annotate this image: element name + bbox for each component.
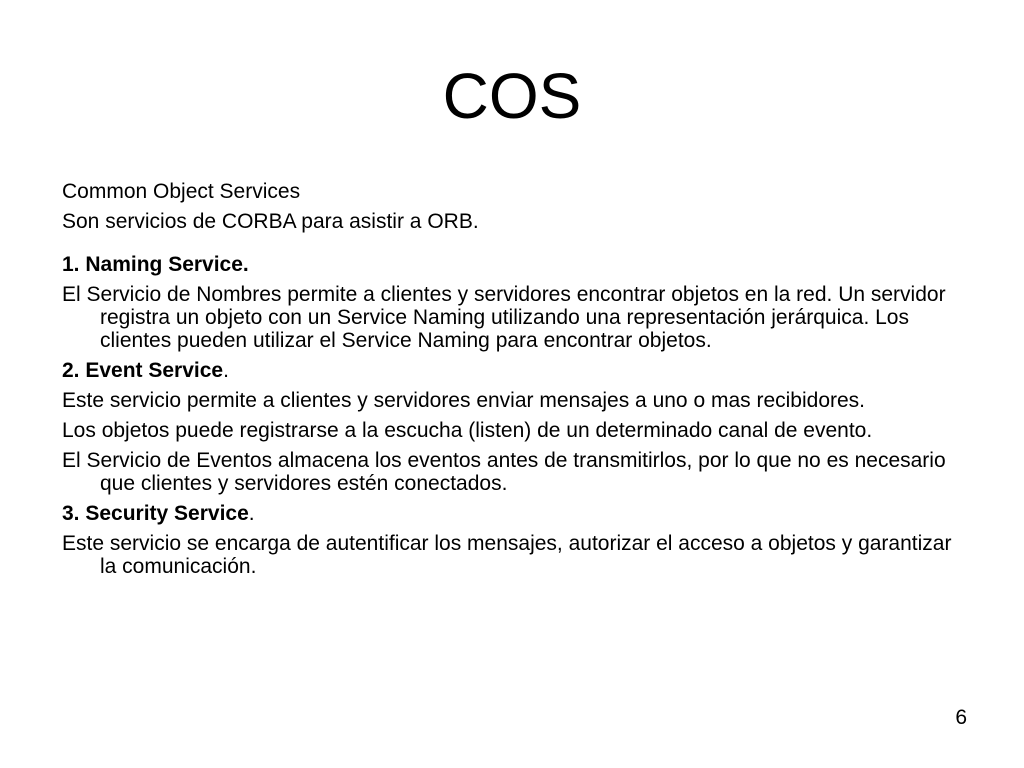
section-heading-event-service-text: 2. Event Service xyxy=(62,359,224,382)
paragraph-naming-service: El Servicio de Nombres permite a clientes y servidores encontrar objetos en la red. Un servidor registra un objeto con un Service Naming utilizando una representación jerárquica. Los clientes pueden utilizar el Service Naming para encontrar objetos. xyxy=(62,283,946,352)
body-line-subtitle: Common Object Services xyxy=(62,180,301,203)
slide-title: COS xyxy=(442,60,582,132)
page-number: 6 xyxy=(955,706,967,729)
section-heading-event-service xyxy=(62,359,962,382)
slide-body xyxy=(62,180,962,585)
section-heading-security-service-text: 3. Security Service xyxy=(62,502,249,525)
body-line-description: Son servicios de CORBA para asistir a ORB. xyxy=(62,210,479,233)
paragraph-event-service-1: Este servicio permite a clientes y servidores enviar mensajes a uno o mas recibidores. xyxy=(62,389,866,412)
section-heading-event-service-period: . xyxy=(223,359,229,382)
paragraph-event-service-3: El Servicio de Eventos almacena los eventos antes de transmitirlos, por lo que no es necesario que clientes y servidores estén conectados. xyxy=(62,449,946,495)
section-heading-security-service-period: . xyxy=(248,502,255,525)
section-heading-naming-service: 1. Naming Service. xyxy=(62,253,249,276)
paragraph-security-service: Este servicio se encarga de autentificar los mensajes, autorizar el acceso a objetos y garantizar la comunicación. xyxy=(62,532,952,578)
section-heading-security-service xyxy=(62,502,962,525)
paragraph-event-service-2: Los objetos puede registrarse a la escucha (listen) de un determinado canal de evento. xyxy=(62,419,873,442)
